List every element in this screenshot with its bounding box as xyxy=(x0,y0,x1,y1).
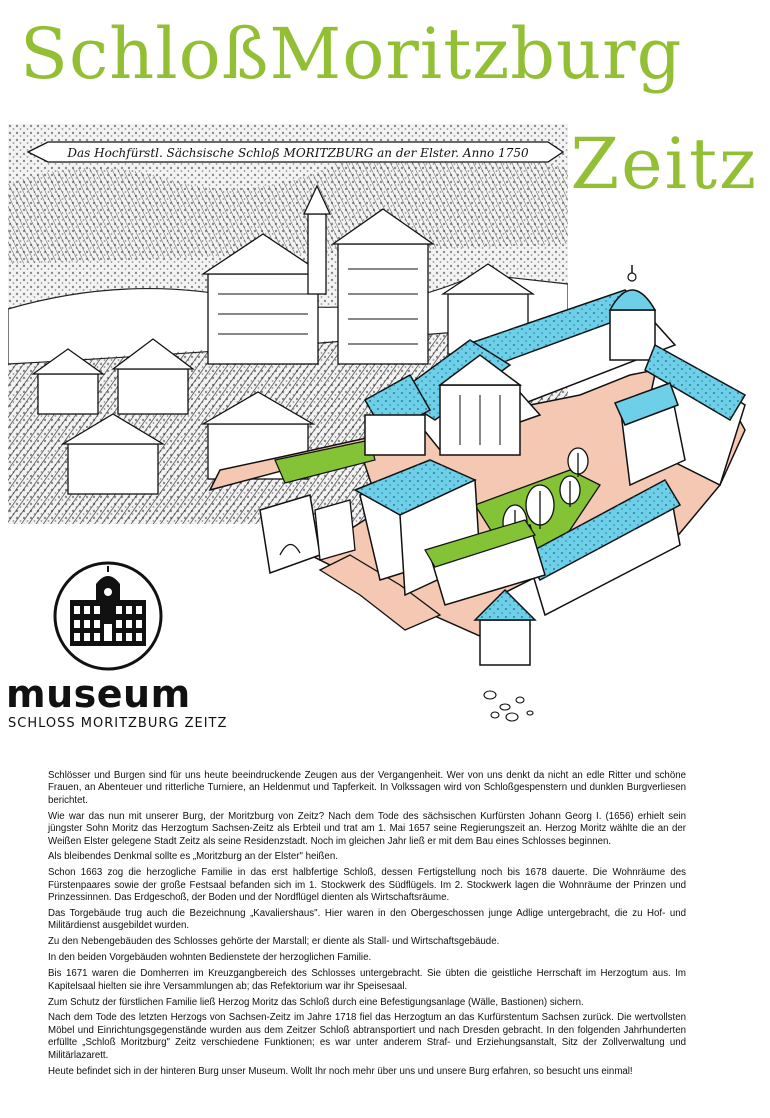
paragraph: Zum Schutz der fürstlichen Familie ließ Herzog Moritz das Schloß durch eine Befestigungsanlage (Wälle, Bastionen) sichern. xyxy=(48,996,584,1008)
paragraph: Als bleibendes Denkmal sollte es „Moritzburg an der Elster" heißen. xyxy=(48,851,338,863)
paragraph: Nach dem Tode des letzten Herzogs von Sachsen-Zeitz im Jahre 1718 fiel das Herzogtum an das Kurfürstentum Sachsen zurück. Die wertvollsten Möbel und Einrichtungsgegenstände wurden aus dem Zeitzer Schloß abtransportiert und nach Dresden gebracht. In den folgenden Jahrhunderten erfüllte „Schloß Moritzburg" Zeitz verschiedene Funktionen; es war unter anderem Straf- und Erziehungsanstalt, Sitz der Zollverwaltung und Militärlazarett. xyxy=(48,1012,686,1061)
museum-logo xyxy=(52,560,164,672)
castle-illustration xyxy=(200,255,765,725)
paragraph: Zu den Nebengebäuden des Schlosses gehörte der Marstall; er diente als Stall- und Wirtschaftsgebäude. xyxy=(48,936,500,948)
museum-wordmark: museum xyxy=(6,672,191,716)
title-line-1: SchloßMoritzburg xyxy=(20,13,683,95)
engraving-banner-text: Das Hochfürstl. Sächsische Schloß MORITZBURG an der Elster. Anno 1750 xyxy=(67,146,529,160)
paragraph: In den beiden Vorgebäuden wohnten Bedienstete der herzoglichen Familie. xyxy=(48,952,372,964)
paragraph: Schlösser und Burgen sind für uns heute beeindruckende Zeugen aus der Vergangenheit. Wer von uns denkt da nicht an edle Ritter und schöne Frauen, an Abenteuer und ritterliche Turniere, an Heldenmut und Tapferkeit. In Volkssagen wird von Schloßgespenstern und dunklen Burgverliesen berichtet. xyxy=(48,770,686,806)
paragraph: Wie war das nun mit unserer Burg, der Moritzburg von Zeitz? Nach dem Tode des sächsischen Kurfürsten Johann Georg I. (1656) erhielt sein jüngster Sohn Moritz das Herzogtum Sachsen-Zeitz als Erbteil und trat am 1. Mai 1657 seine Regierungszeit an. Herzog Moritz wählte die an der Weißen Elster gelegene Stadt Zeitz als seine Residenzstadt. Noch im gleichen Jahr ließ er mit dem Bau eines Schlosses beginnen. xyxy=(48,810,686,847)
paragraph: Bis 1671 waren die Domherren im Kreuzgangbereich des Schlosses untergebracht. Sie übten die geistliche Herrschaft im Herzogtum aus. Im Kapitelsaal hielten sie ihre Versammlungen ab; das Refektorium war ihr Speisesaal. xyxy=(48,968,686,992)
paragraph: Schon 1663 zog die herzogliche Familie in das erst halbfertige Schloß, dessen Fertigstellung noch bis 1678 dauerte. Die Wohnräume des Fürstenpaares sowie der große Festsaal befanden sich im 1. Stockwerk des Südflügels. Im 2. Stockwerk lagen die Wohnräume der Prinzen und Prinzessinnen. Das Erdgeschoß, der Boden und der Nordflügel dienten als Wirtschaftsräume. xyxy=(48,867,686,904)
paragraph: Das Torgebäude trug auch die Bezeichnung „Kavaliershaus". Hier waren in den Obergeschossen junge Adlige untergebracht, die zu Hof- und Militärdienst ausgebildet wurden. xyxy=(48,908,686,932)
title-line-2: Zeitz xyxy=(570,123,758,205)
paragraph: Heute befindet sich in der hinteren Burg unser Museum. Wollt Ihr noch mehr über uns und unsere Burg erfahren, so besucht uns einmal! xyxy=(48,1065,633,1077)
museum-subtitle: SCHLOSS MORITZBURG ZEITZ xyxy=(8,716,228,731)
history-text xyxy=(48,770,686,1081)
